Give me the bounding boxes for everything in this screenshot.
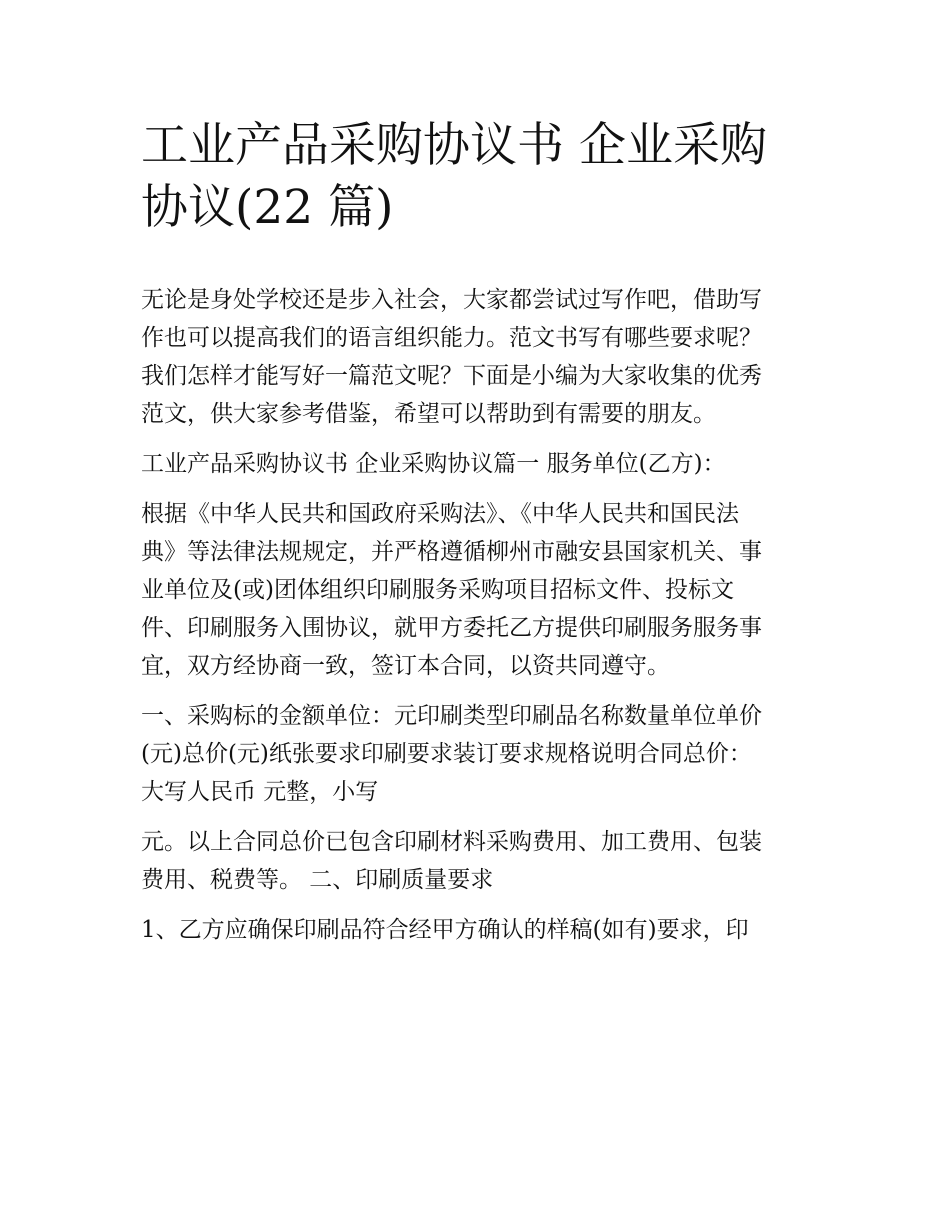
basis-paragraph [141,495,821,685]
basis-line: 业单位及(或)团体组织印刷服务采购项目招标文件、投标文 [141,577,734,603]
intro-paragraph [141,281,821,433]
section-heading-text: 工业产品采购协议书 企业采购协议篇一 服务单位(乙方)： [141,451,726,477]
clause-1-cont-line: 元。以上合同总价已包含印刷材料采购费用、加工费用、包装 [141,829,762,855]
clause-1-continuation [141,823,821,899]
section-heading [141,445,821,483]
title-line-2: 协议(22 篇) [141,180,394,235]
intro-line: 作也可以提高我们的语言组织能力。范文书写有哪些要求呢？ [141,325,762,351]
basis-line: 典》等法律法规规定，并严格遵循柳州市融安县国家机关、事 [141,539,762,565]
clause-1-paragraph [141,697,821,811]
clause-1-line: 大写人民币 元整，小写 [141,779,379,805]
basis-line: 件、印刷服务入围协议，就甲方委托乙方提供印刷服务服务事 [141,615,762,641]
clause-2-item-1 [141,911,821,949]
clause-1-cont-line: 费用、税费等。 二、印刷质量要求 [141,867,494,893]
intro-line: 我们怎样才能写好一篇范文呢？下面是小编为大家收集的优秀 [141,363,762,389]
basis-line: 根据《中华人民共和国政府采购法》、《中华人民共和国民法 [141,501,739,527]
basis-line: 宜，双方经协商一致，签订本合同，以资共同遵守。 [141,653,670,679]
intro-line: 无论是身处学校还是步入社会，大家都尝试过写作吧，借助写 [141,287,762,313]
document-title [141,115,821,239]
title-line-1: 工业产品采购协议书 企业采购 [141,118,767,173]
intro-line: 范文，供大家参考借鉴，希望可以帮助到有需要的朋友。 [141,401,716,427]
document-body [141,281,821,949]
clause-1-line: 一、采购标的金额单位：元印刷类型印刷品名称数量单位单价 [141,703,762,729]
clause-2-item-1-line: 1、乙方应确保印刷品符合经甲方确认的样稿(如有)要求，印 [141,917,749,943]
clause-1-line: (元)总价(元)纸张要求印刷要求装订要求规格说明合同总价： [141,741,752,767]
